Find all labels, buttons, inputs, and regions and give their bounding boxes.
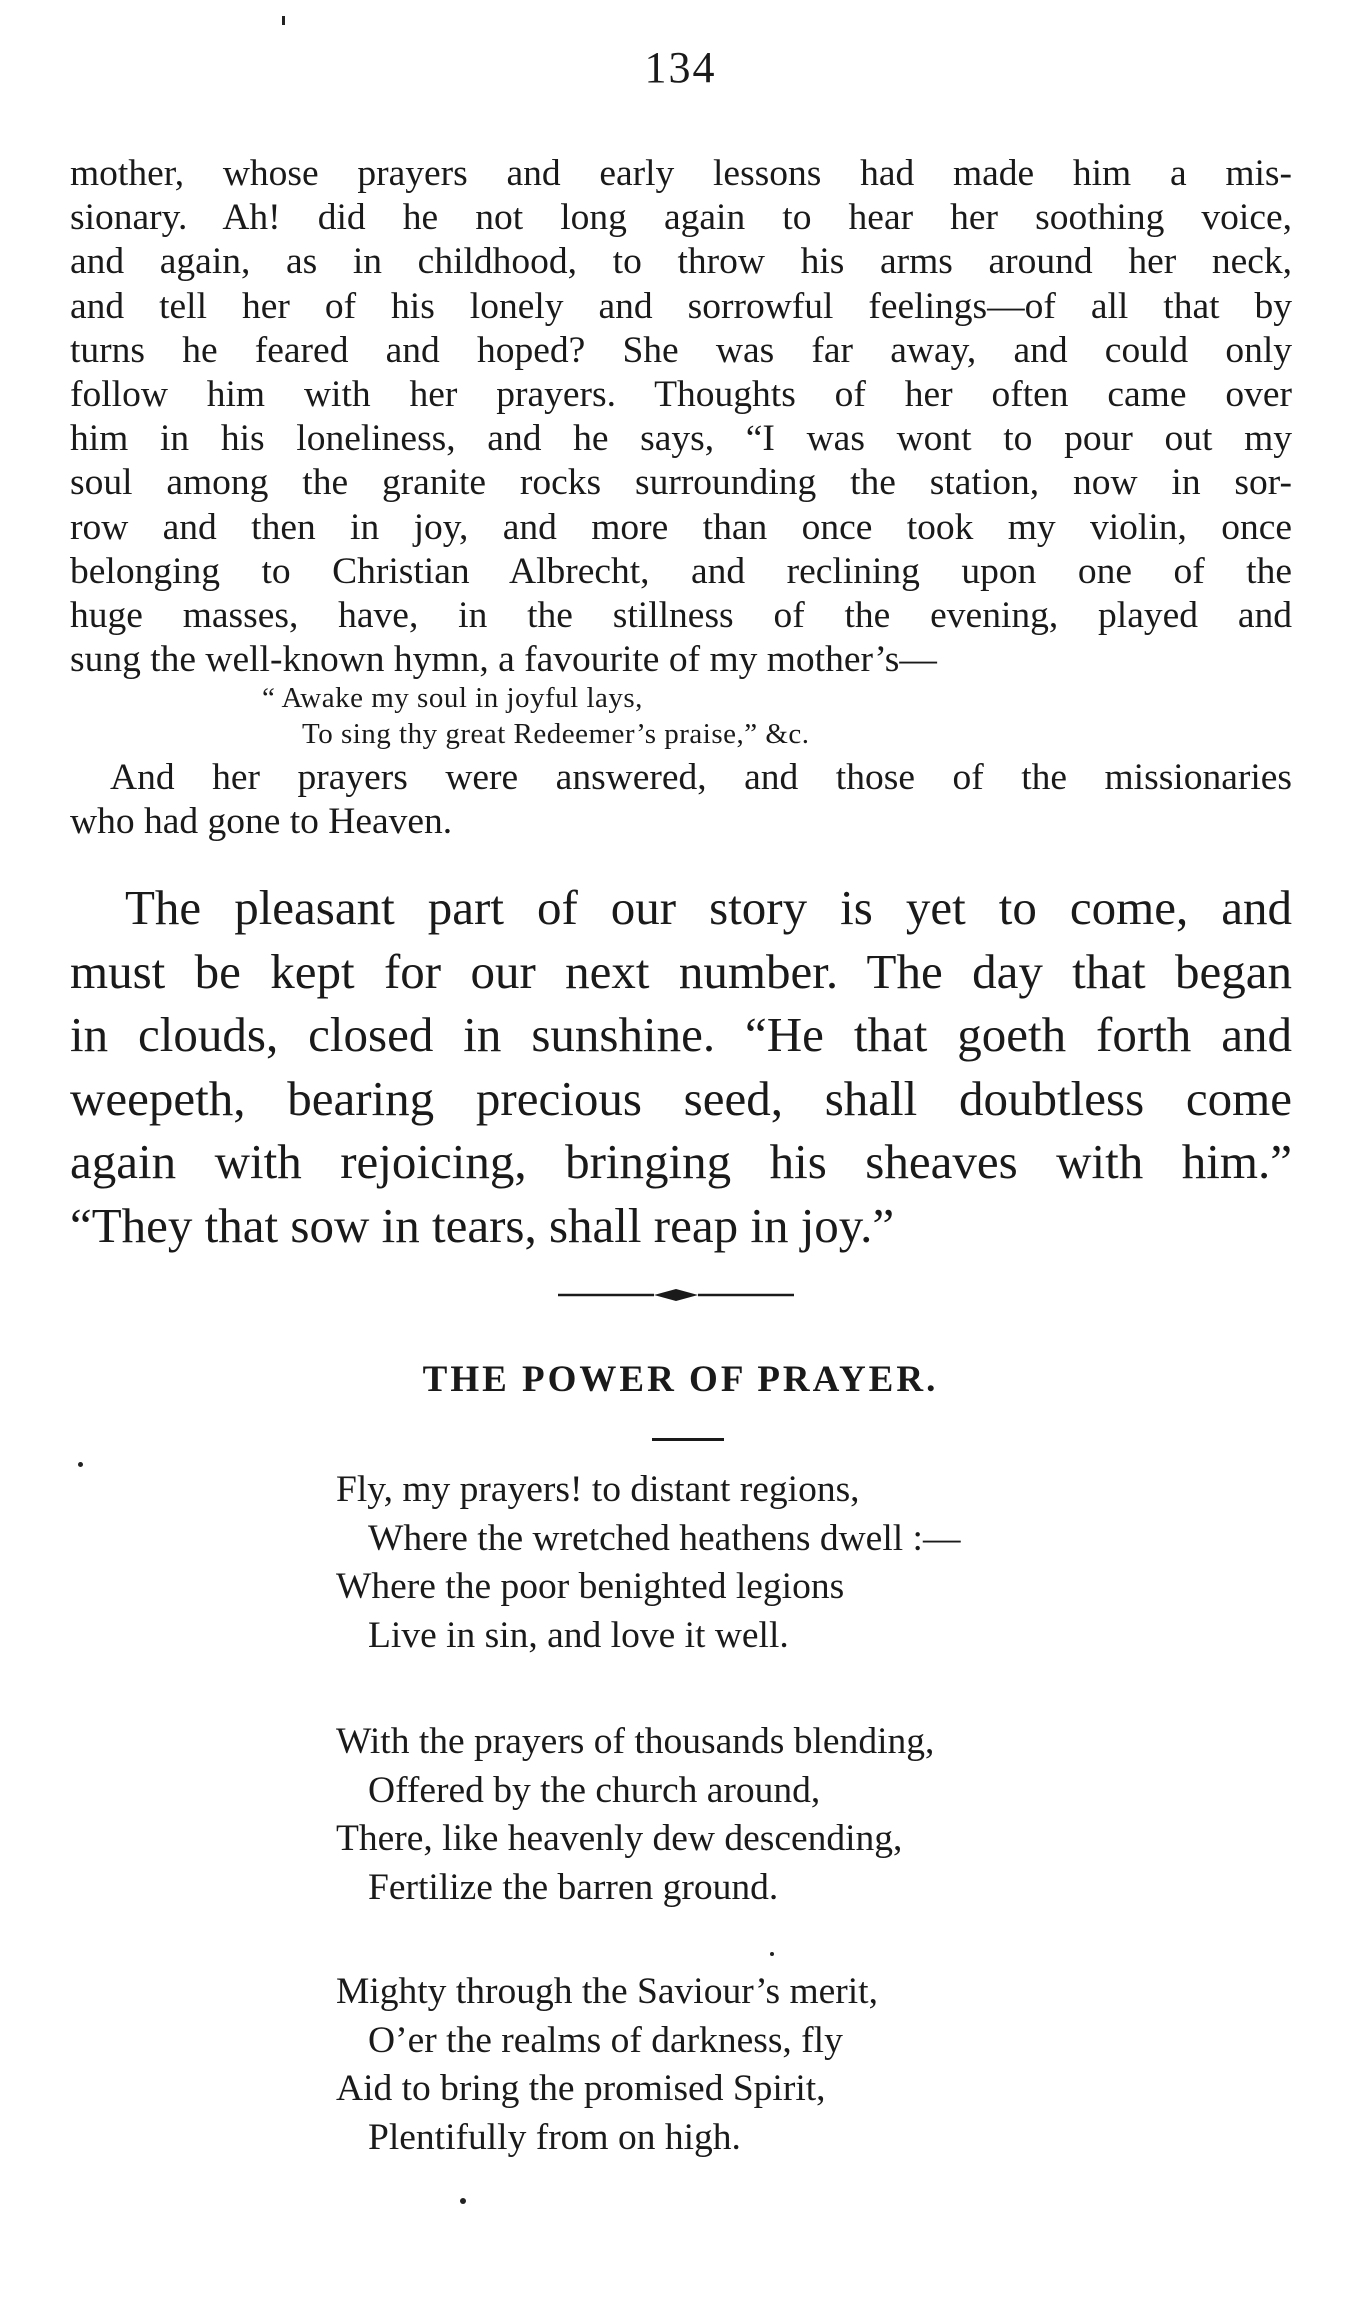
text-line: who had gone to Heaven. xyxy=(70,801,453,842)
text-line: The pleasant part of our story is yet to come, and xyxy=(125,880,1292,935)
title-underline xyxy=(652,1438,724,1441)
text-line: “They that sow in tears, shall reap in joy.” xyxy=(70,1197,895,1253)
answer-paragraph xyxy=(70,756,1292,844)
quote-line: “ Awake my soul in joyful lays, xyxy=(262,682,643,714)
section-divider-ornament xyxy=(558,1288,794,1302)
text-line: and again, as in childhood, to throw his arms around her neck, xyxy=(70,241,1292,283)
text-line: follow him with her prayers. Thoughts of her often came over xyxy=(70,374,1292,416)
ink-speck xyxy=(770,1952,774,1956)
hymn-quote xyxy=(262,680,810,752)
text-line: sionary. Ah! did he not long again to hear her soothing voice, xyxy=(70,197,1292,239)
poem-line: Where the wretched heathens dwell :— xyxy=(368,1517,961,1559)
page-number: 134 xyxy=(644,43,717,92)
quote-line: To sing thy great Redeemer’s praise,” &c. xyxy=(302,718,810,750)
poem-stanza-1 xyxy=(336,1466,960,1660)
poem-line: Aid to bring the promised Spirit, xyxy=(336,2068,826,2109)
section-title: THE POWER OF PRAYER. xyxy=(422,1359,939,1400)
narrative-paragraph xyxy=(70,152,1292,682)
text-line: weepeth, bearing precious seed, shall doubtless come xyxy=(70,1070,1292,1126)
poem-line: Fly, my prayers! to distant regions, xyxy=(336,1469,860,1510)
text-line: again with rejoicing, bringing his sheaves with him.” xyxy=(70,1134,1292,1190)
poem-line: Offered by the church around, xyxy=(368,1769,821,1811)
text-line: sung the well-known hymn, a favourite of my mother’s— xyxy=(70,639,937,681)
text-line: And her prayers were answered, and those of the missionaries xyxy=(110,757,1292,798)
text-line: soul among the granite rocks surrounding the station, now in sor- xyxy=(70,462,1292,504)
poem-line: Plentifully from on high. xyxy=(368,2116,741,2158)
poem-stanza-3 xyxy=(336,1968,878,2162)
poem-line: There, like heavenly dew descending, xyxy=(336,1818,903,1859)
text-line: and tell her of his lonely and sorrowful feelings—of all that by xyxy=(70,285,1292,327)
text-line: row and then in joy, and more than once took my violin, once xyxy=(70,506,1292,548)
poem-stanza-2 xyxy=(336,1718,934,1912)
text-line: must be kept for our next number. The day that began xyxy=(70,943,1292,999)
text-line: mother, whose prayers and early lessons had made him a mis- xyxy=(70,153,1292,194)
poem-line: Fertilize the barren ground. xyxy=(368,1866,779,1908)
text-line: belonging to Christian Albrecht, and reclining upon one of the xyxy=(70,550,1292,592)
poem-line: Live in sin, and love it well. xyxy=(368,1614,789,1656)
ink-speck xyxy=(282,16,285,25)
ink-speck xyxy=(78,1462,83,1467)
text-line: him in his loneliness, and he says, “I was wont to pour out my xyxy=(70,418,1292,460)
poem-line: O’er the realms of darkness, fly xyxy=(368,2019,843,2061)
text-line: in clouds, closed in sunshine. “He that goeth forth and xyxy=(70,1007,1292,1063)
ink-speck xyxy=(460,2198,466,2204)
poem-line: With the prayers of thousands blending, xyxy=(336,1721,935,1762)
poem-line: Mighty through the Saviour’s merit, xyxy=(336,1971,878,2012)
closing-paragraph xyxy=(70,876,1292,1258)
poem-line: Where the poor benighted legions xyxy=(336,1566,845,1607)
text-line: huge masses, have, in the stillness of the evening, played and xyxy=(70,595,1292,637)
text-line: turns he feared and hoped? She was far away, and could only xyxy=(70,329,1292,371)
